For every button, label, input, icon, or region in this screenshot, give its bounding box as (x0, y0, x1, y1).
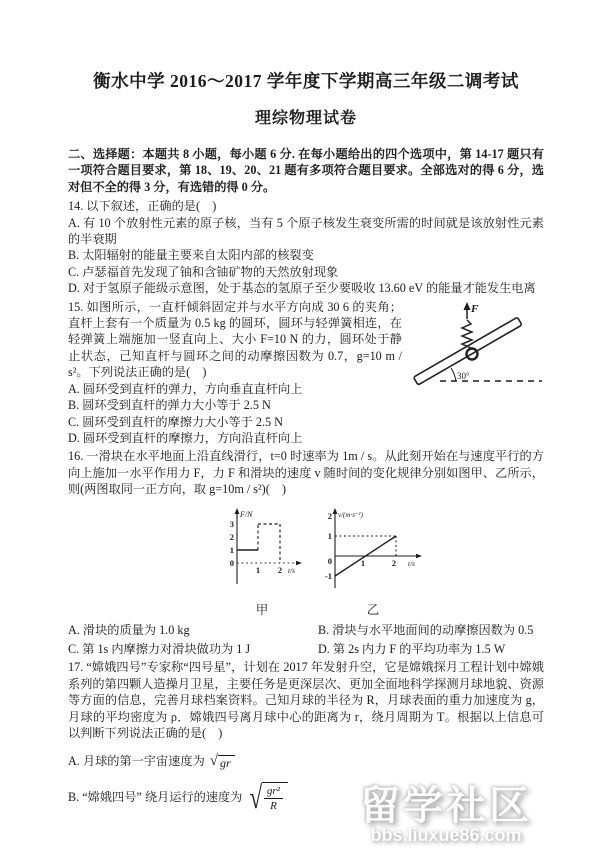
graph-yi-figure (318, 506, 428, 618)
force-arrowhead (464, 302, 471, 310)
y-tick: 3 (229, 518, 234, 529)
watermark-url: bbs.liuxue86.com (370, 825, 522, 845)
question-16-graphs (220, 506, 544, 618)
paper-subtitle: 理综物理试卷 (254, 110, 357, 127)
x-axis-arrow-icon (296, 560, 302, 564)
question-16-option-d: D. 第 2s 内力 F 的平均功率为 1.5 W (318, 641, 506, 656)
rod-ring-spring-diagram (410, 301, 544, 393)
force-label: F (471, 302, 479, 315)
graph-jia-figure (220, 506, 304, 618)
paper-title: 衡水中学 2016～2017 学年度下学期高三年级二调考试 (93, 71, 519, 91)
y-tick: 2 (327, 510, 332, 521)
radical-sign: √ (209, 752, 219, 769)
radicand (262, 782, 288, 812)
graph-yi-caption: 乙 (366, 602, 380, 617)
question-16-option-c: C. 第 1s 内摩擦力对滑块做功为 1 J (68, 641, 251, 656)
x-tick: 1 (255, 564, 261, 575)
y-tick: 1 (229, 544, 234, 555)
question-16-options (68, 622, 544, 658)
formula-sqrt-fraction (247, 778, 288, 815)
radical-sign: √ (249, 778, 263, 815)
y-tick: -1 (324, 570, 332, 581)
angle-label: 30° (457, 370, 470, 381)
watermark (360, 786, 532, 844)
y-axis-label: F/N (240, 509, 253, 519)
question-15-stem: 15. 如图所示，一直杆倾斜固定并与水平方向成 30 6 的夹角；直杆上套有一个质量为 0.5 kg 的圆环，圆环与轻弹簧相连，在轻弹簧上端施加一竖直向上、大小 F=10 N 的力，圆环处于静止状态，己知直杆与圆环之间的动摩擦因数为 0.7，g=10 m / s²。下列说法正确的是( ) (68, 299, 402, 380)
y-tick: 0 (229, 557, 234, 568)
radicand: gr (218, 755, 235, 769)
fraction-denominator: R (270, 799, 277, 812)
y-tick: 1 (327, 530, 332, 541)
option-a-text: A. 月球的第一宇宙速度为 (68, 754, 205, 769)
x-tick: 1 (360, 557, 366, 568)
x-tick: 2 (277, 564, 283, 575)
question-14-option-b: B. 太阳辐射的能量主要来自太阳内部的核裂变 (68, 248, 314, 263)
x-tick: 2 (391, 557, 397, 568)
question-16-stem: 16. 一滑块在水平地面上沿直线滑行，t=0 时速率为 1m / s。从此刻开始在与速度平行的方向上施加一水平作用力 F，力 F 和滑块的速度 v 随时间的变化规律分别如图甲、乙所示，则(两图取同一正方向，取 g=10m / s²)( ) (68, 449, 544, 497)
question-14-option-a: A. 有 10 个放射性元素的原子核，当有 5 个原子核发生衰变所需的时间就是该放射性元素的半衰期 (68, 215, 544, 247)
velocity-time-graph (318, 506, 428, 594)
question-17-option-a (68, 753, 544, 769)
fraction-numerator: gr² (264, 785, 283, 799)
question-14-option-c: C. 卢瑟福首先发现了铀和含铀矿物的天然放射现象 (68, 264, 339, 279)
question-15-option-a: A. 圆环受到直杆的弹力，方向垂直直杆向上 (68, 381, 303, 396)
y-tick: 0 (327, 555, 332, 566)
question-15-option-c: C. 圆环受到直杆的摩擦力大小等于 2.5 N (68, 414, 283, 429)
question-15-option-d: D. 圆环受到直杆的摩擦力，方向沿直杆向上 (68, 430, 303, 445)
y-axis-label: v/(m·s⁻¹) (338, 510, 364, 519)
question-16-option-a: A. 滑块的质量为 1.0 kg (68, 622, 190, 637)
graph-jia-caption: 甲 (255, 602, 269, 617)
x-axis-label: t/s (408, 558, 416, 568)
angle-arc (451, 368, 456, 381)
question-16 (68, 448, 544, 657)
y-axis-arrow-icon (333, 508, 338, 514)
y-axis-arrow-icon (235, 508, 240, 514)
question-15 (68, 299, 544, 447)
question-17-stem: 17. “嫦娥四号”专家称“四号星”，计划在 2017 年发射升空，它是嫦娥探月工程计划中嫦娥系列的第四颗人造操月卫星，主要任务是更深层次、更加全面地科学探测月球地貌、资源等方面的信息，完善月球档案资料。己知月球的半径为 R，月球表面的重力加速度为 g，月球的平均密度为 ρ．嫦娥四号离月球中心的距离为 r，绕月周期为 T。根据以上信息可以判断下列说法正确的是( ) (68, 660, 544, 740)
question-16-option-b: B. 滑块与水平地面间的动摩擦因数为 0.5 (318, 622, 534, 637)
option-b-text: B. “嫦娥四号” 绕月运行的速度为 (68, 789, 243, 804)
question-14-option-d: D. 对于氢原子能级示意图，处于基态的氢原子至少要吸收 13.60 eV 的能量才能发生电离 (68, 281, 536, 296)
question-14 (68, 198, 544, 296)
formula-sqrt-gr (209, 752, 235, 770)
y-tick: 2 (229, 531, 234, 542)
x-axis-label: t/s (288, 565, 296, 575)
section-instructions: 二、选择题：本题共 8 小题，每小题 6 分. 在每小题给出的四个选项中，第 14-17 题只有一项符合题目要求，第 18、19、20、21 题有多项符合题目要求。全部选对的得 6 分，选对但不全的得 3 分，有选错的得 0 分。 (68, 147, 544, 194)
watermark-title: 留学社区 (360, 784, 532, 828)
fraction (264, 785, 283, 812)
x-axis-arrow-icon (416, 553, 422, 557)
question-15-option-b: B. 圆环受到直杆的弹力大小等于 2.5 N (68, 398, 271, 413)
force-time-graph (220, 506, 304, 594)
question-14-stem: 14. 以下叙述，正确的是( ) (68, 199, 217, 214)
